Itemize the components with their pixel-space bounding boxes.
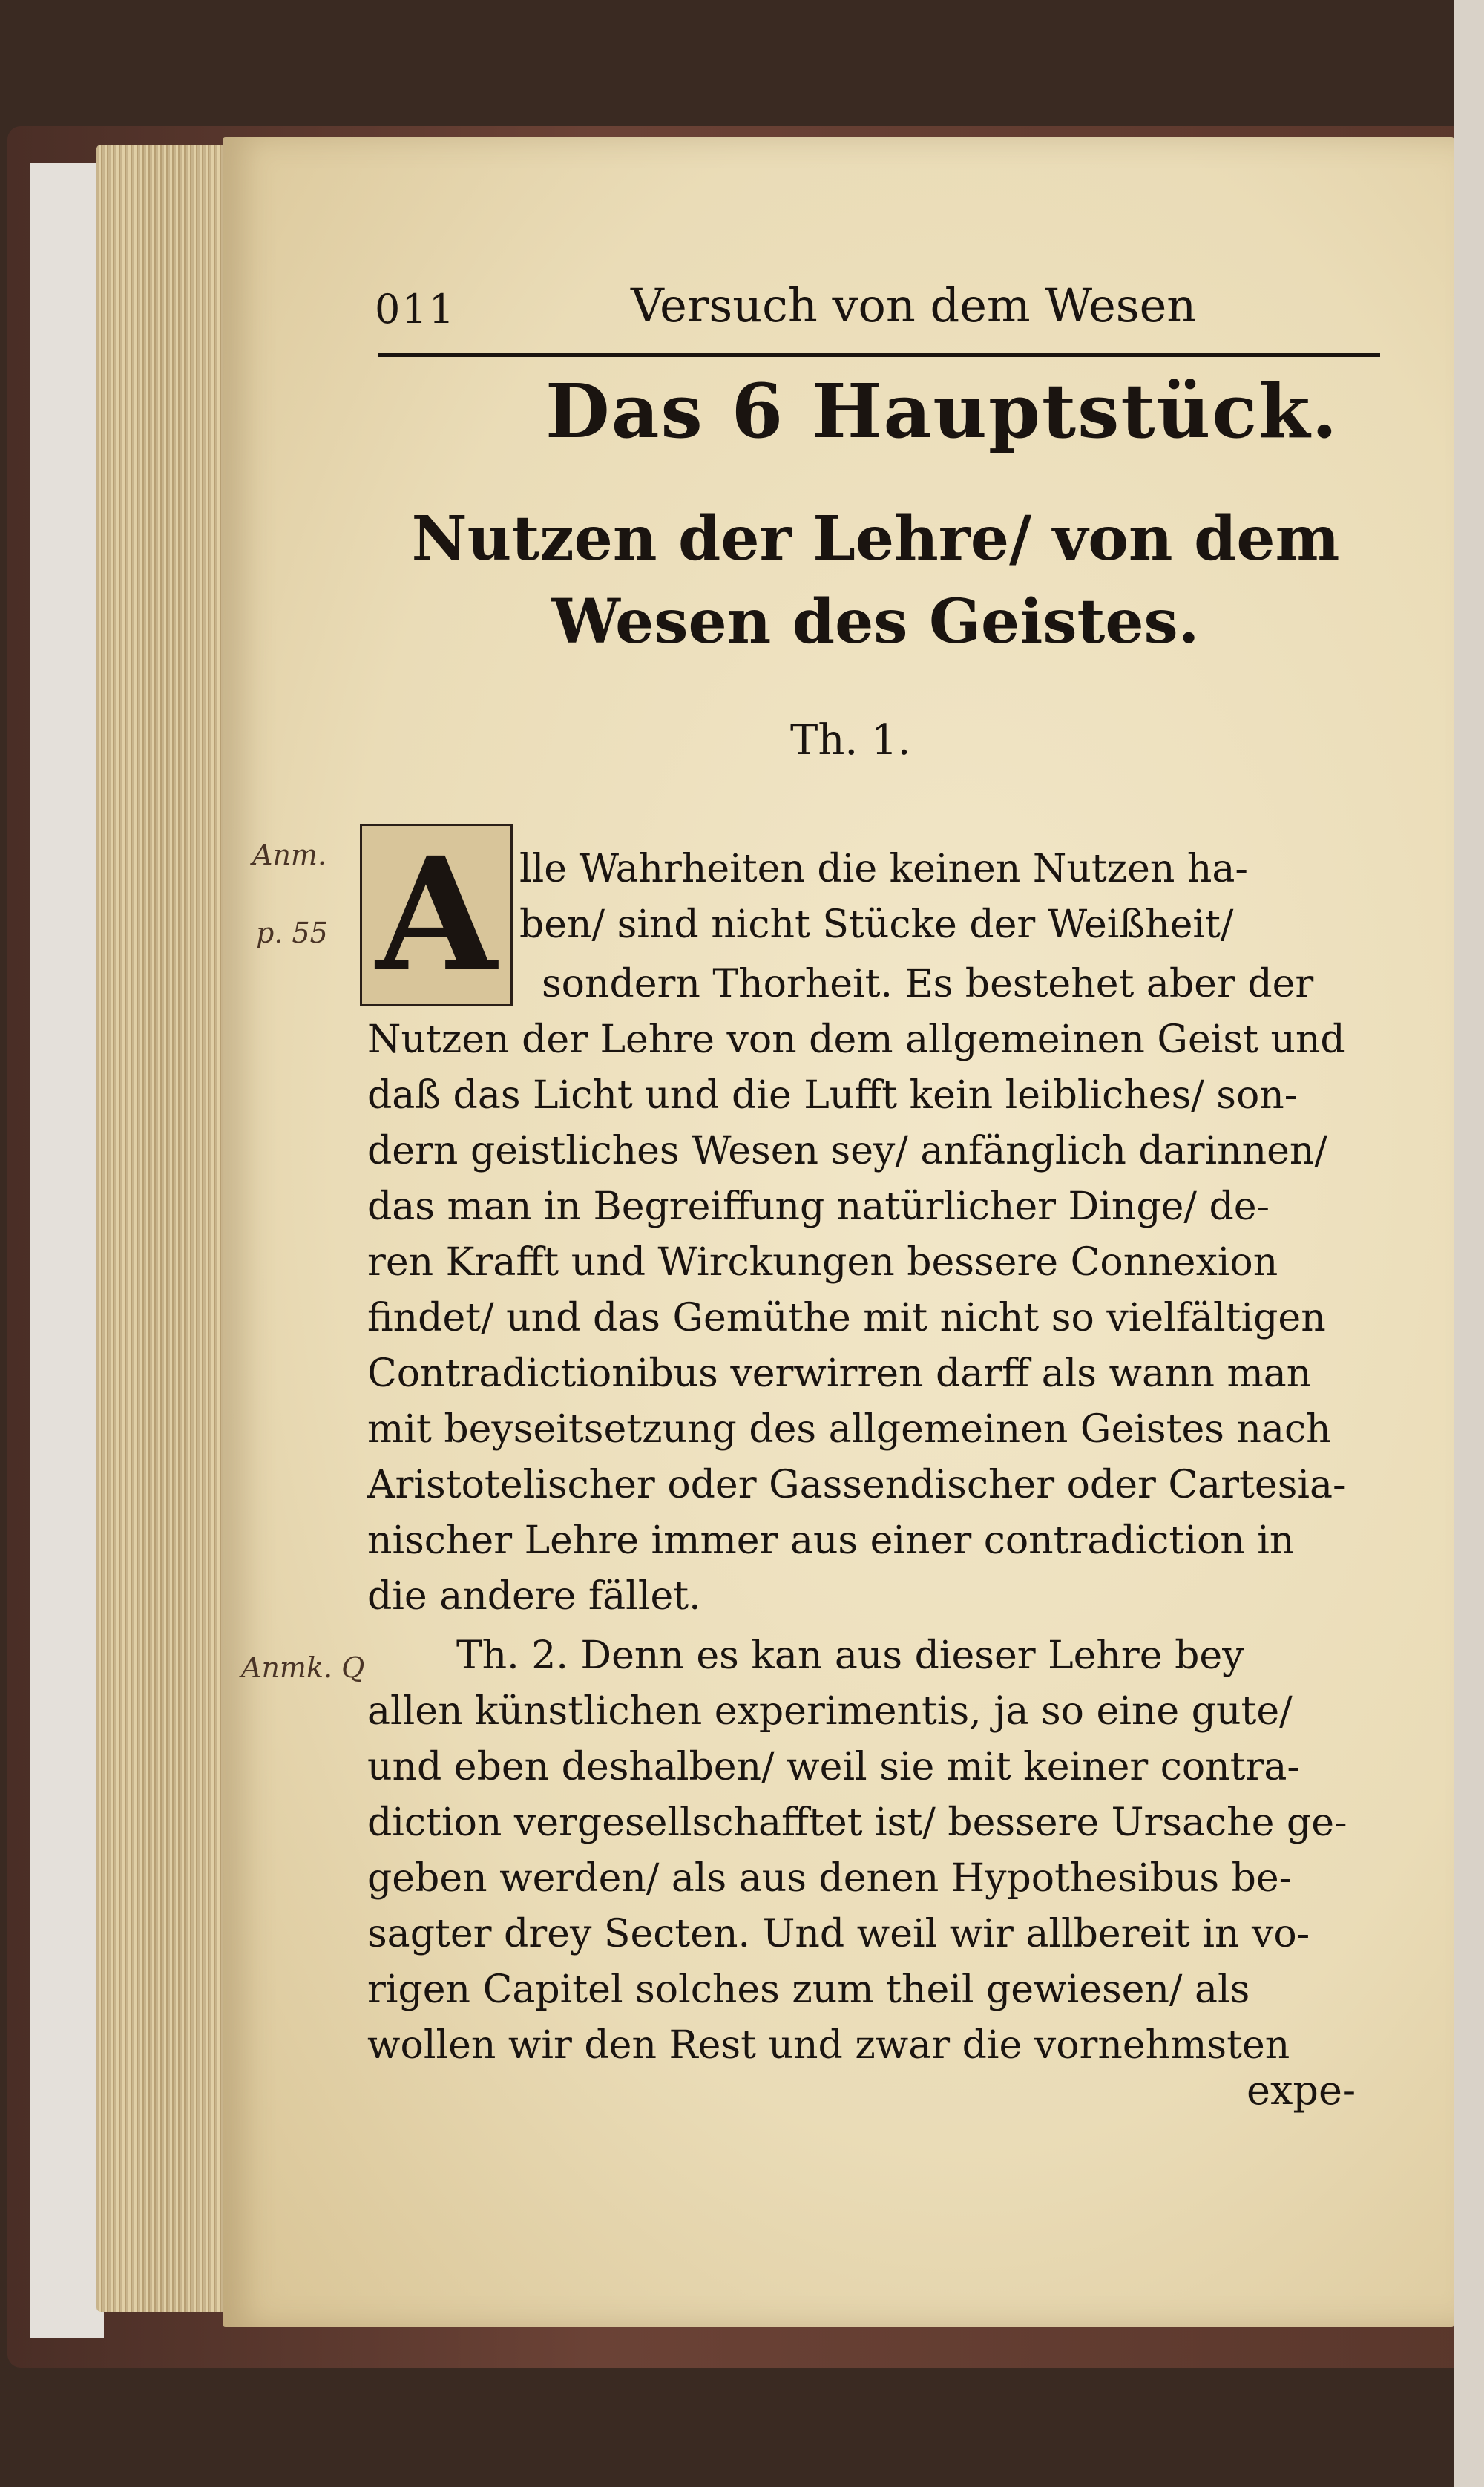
text-line: Aristotelischer oder Gassendischer oder Cartesia- bbox=[367, 1463, 1346, 1507]
background bbox=[1454, 0, 1484, 2487]
catchword: expe- bbox=[1247, 2067, 1356, 2114]
chapter-title: Das 6 Hauptstück. bbox=[545, 367, 1339, 455]
text-line: sondern Thorheit. Es bestehet aber der bbox=[542, 962, 1314, 1006]
text-line: ben/ sind nicht Stücke der Weißheit/ bbox=[519, 902, 1234, 947]
drop-cap: A bbox=[360, 824, 513, 1006]
text-line: allen künstlichen experimentis, ja so eine gute/ bbox=[367, 1689, 1293, 1734]
text-line: daß das Licht und die Lufft kein leibliches/ son- bbox=[367, 1073, 1298, 1118]
page-header bbox=[375, 278, 1384, 345]
text-line: und eben deshalben/ weil sie mit keiner contra- bbox=[367, 1745, 1300, 1789]
margin-note: Anm. bbox=[252, 839, 327, 871]
text-line: ren Krafft und Wirckungen bessere Connexion bbox=[367, 1240, 1278, 1285]
header-rule bbox=[378, 353, 1380, 357]
text-line: Nutzen der Lehre von dem allgemeinen Geist und bbox=[367, 1018, 1345, 1062]
text-line: nischer Lehre immer aus einer contradiction in bbox=[367, 1518, 1295, 1563]
margin-note: Anmk. Q bbox=[241, 1651, 365, 1684]
text-line: dern geistliches Wesen sey/ anfänglich darinnen/ bbox=[367, 1129, 1327, 1173]
page-number: 011 bbox=[375, 286, 456, 332]
text-line: lle Wahrheiten die keinen Nutzen ha- bbox=[519, 847, 1248, 891]
chapter-subtitle: Nutzen der Lehre/ von dem Wesen des Geistes. bbox=[411, 503, 1340, 658]
running-head: Versuch von dem Wesen bbox=[631, 278, 1197, 332]
text-line: geben werden/ als aus denen Hypothesibus be- bbox=[367, 1856, 1293, 1901]
flyleaf bbox=[30, 163, 104, 2338]
text-line: wollen wir den Rest und zwar die vornehmsten bbox=[367, 2023, 1290, 2068]
text-line: das man in Begreiffung natürlicher Dinge/ de- bbox=[367, 1184, 1270, 1229]
text-line: rigen Capitel solches zum theil gewiesen/ als bbox=[367, 1967, 1250, 2012]
text-line: mit beyseitsetzung des allgemeinen Geistes nach bbox=[367, 1407, 1331, 1452]
text-line: sagter drey Secten. Und weil wir allbereit in vo- bbox=[367, 1912, 1310, 1956]
section-label: Th. 1. bbox=[790, 716, 911, 764]
text-line: diction vergesellschafftet ist/ bessere Ursache ge- bbox=[367, 1800, 1347, 1845]
text-line: Contradictionibus verwirren darff als wann man bbox=[367, 1351, 1312, 1396]
margin-note: p. 55 bbox=[256, 917, 328, 949]
text-line: Th. 2. Denn es kan aus dieser Lehre bey bbox=[456, 1634, 1244, 1678]
text-line: die andere fället. bbox=[367, 1574, 701, 1619]
text-line: findet/ und das Gemüthe mit nicht so vielfältigen bbox=[367, 1296, 1326, 1340]
